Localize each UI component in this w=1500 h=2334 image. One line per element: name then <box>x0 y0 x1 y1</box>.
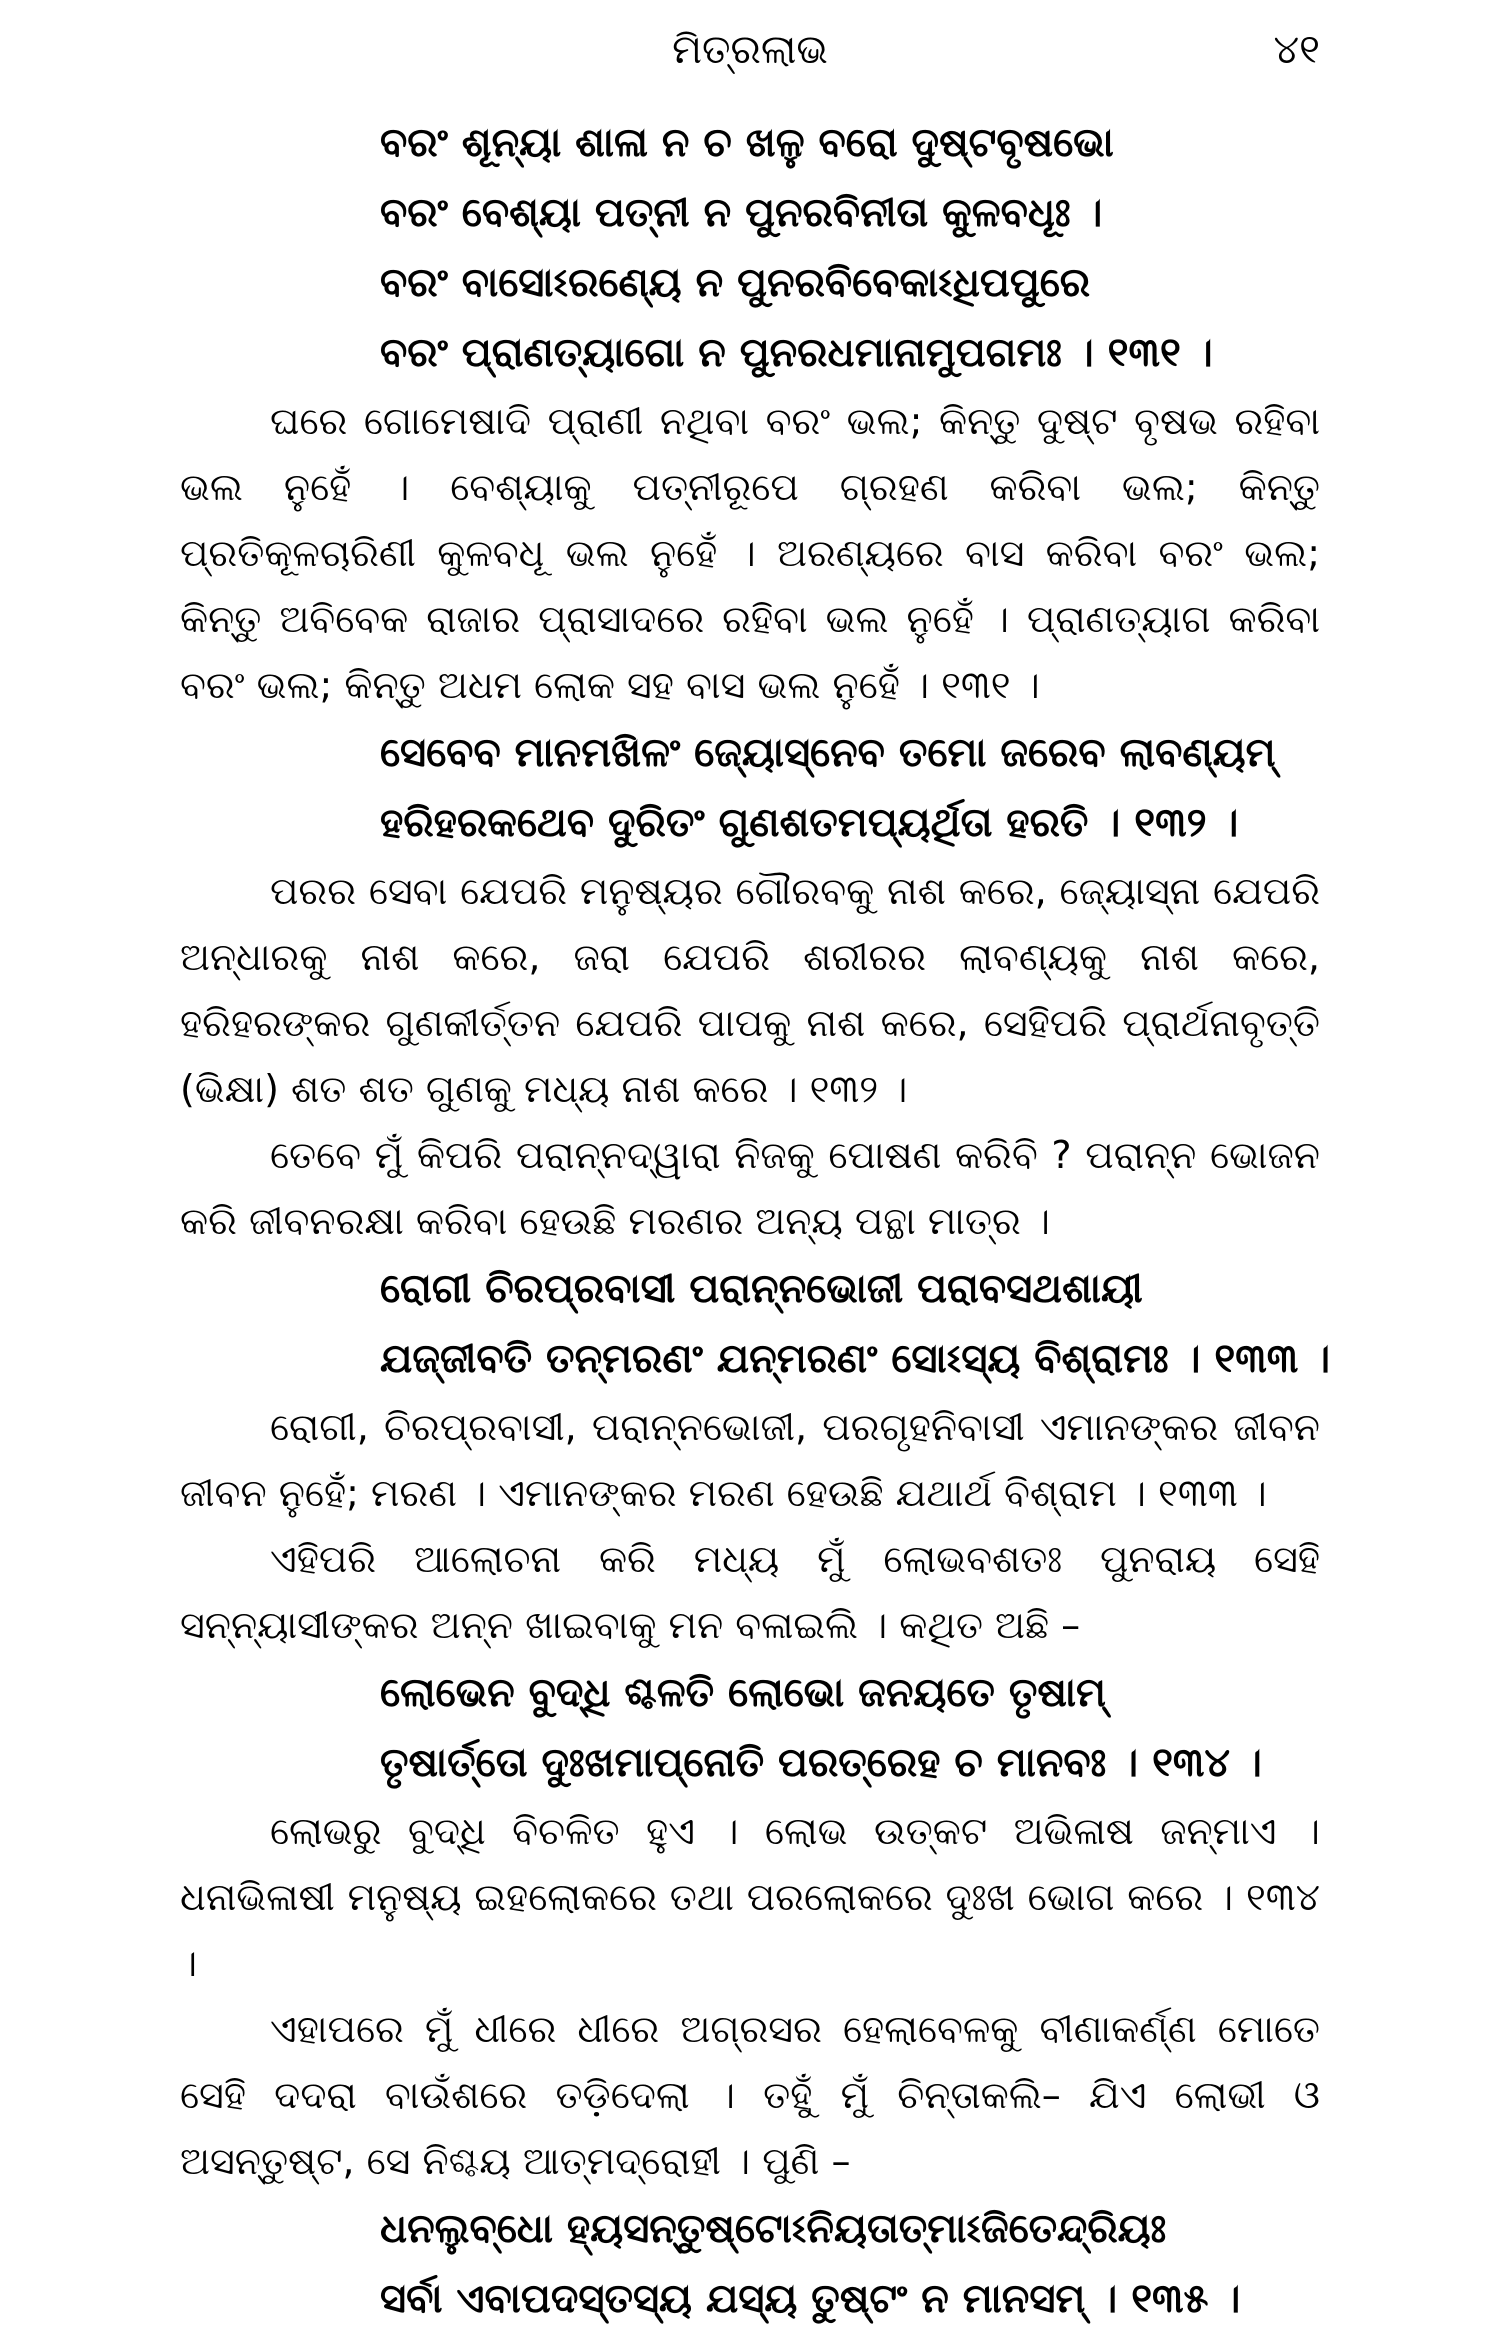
commentary-134: ଲୋଭରୁ ବୁଦ୍ଧି ବିଚଳିତ ହୁଏ । ଲୋଭ ଉତ୍କଟ ଅଭିଳାଷ ଜନ୍ମାଏ । ଧନାଭିଳାଷୀ ମନୁଷ୍ୟ ଇହଲୋକରେ ତଥା ପରଲୋକରେ ଦୁଃଖ ଭୋଗ କରେ । ୧୩୪ । <box>180 1809 1320 1985</box>
commentary-133: ରୋଗୀ, ଚିରପ୍ରବାସୀ, ପରାନ୍ନଭୋଜୀ, ପରଗୃହନିବାସୀ ଏମାନଙ୍କର ଜୀବନ ଜୀବନ ନୁହେଁ; ମରଣ । ଏମାନଙ୍କର ମରଣ ହେଉଛି ଯଥାର୍ଥ ବିଶ୍ରାମ । ୧୩୩ । <box>180 1405 1320 1515</box>
narrative-paragraph: ଏହାପରେ ମୁଁ ଧୀରେ ଧୀରେ ଅଗ୍ରସର ହେଲାବେଳକୁ ବୀଣାକର୍ଣ୍ଣ ମୋତେ ସେହି ଦଦରା ବାଉଁଶରେ ତଡ଼ିଦେଲା । ତହୁଁ ମୁଁ ଚିନ୍ତାକଲି– ଯିଏ ଲୋଭୀ ଓ ଅସନ୍ତୁଷ୍ଟ, ସେ ନିଶ୍ଚୟ ଆତ୍ମଦ୍ରୋହୀ । ପୁଣି – <box>180 2007 1320 2183</box>
commentary-132: ପରର ସେବା ଯେପରି ମନୁଷ୍ୟର ଗୌରବକୁ ନାଶ କରେ, ଜ୍ୟୋସ୍ନା ଯେପରି ଅନ୍ଧାରକୁ ନାଶ କରେ, ଜରା ଯେପରି ଶରୀରର ଲାବଣ୍ୟକୁ ନାଶ କରେ, ହରିହରଙ୍କର ଗୁଣକୀର୍ତ୍ତନ ଯେପରି ପାପକୁ ନାଶ କରେ, ସେହିପରି ପ୍ରାର୍ଥନାବୃତ୍ତି (ଭିକ୍ଷା) ଶତ ଶତ ଗୁଣକୁ ମଧ୍ୟ ନାଶ କରେ । ୧୩୨ । <box>180 869 1320 1111</box>
verse-134 <box>180 1658 1320 1798</box>
verse-line: ଯଜ୍ଜୀବତି ତନ୍ମରଣଂ ଯନ୍ମରଣଂ ସୋଽସ୍ୟ ବିଶ୍ରାମଃ । ୧୩୩ । <box>380 1336 1331 1382</box>
verse-132 <box>180 718 1320 858</box>
page-header <box>180 22 1320 82</box>
narrative-paragraph: ତେବେ ମୁଁ କିପରି ପରାନ୍ନଦ୍ୱାରା ନିଜକୁ ପୋଷଣ କରିବି ? ପରାନ୍ନ ଭୋଜନ କରି ଜୀବନରକ୍ଷା କରିବା ହେଉଛି ମରଣର ଅନ୍ୟ ପନ୍ଥା ମାତ୍ର । <box>180 1133 1320 1243</box>
running-title: ମିତ୍ରଲାଭ <box>672 27 828 73</box>
verse-line: ବରଂ ବେଶ୍ୟା ପତ୍ନୀ ନ ପୁନରବିନୀତା କୁଳବଧୂଃ । <box>380 190 1103 236</box>
verse-line: ତୃଷାର୍ତ୍ତୋ ଦୁଃଖମାପ୍ନୋତି ପରତ୍ରେହ ଚ ମାନବଃ । ୧୩୪ । <box>380 1740 1262 1786</box>
verse-line: ଲୋଭେନ ବୁଦ୍ଧି ଶ୍ଚଳତି ଲୋଭୋ ଜନୟତେ ତୃଷାମ୍ <box>380 1670 1106 1716</box>
verse-line: ବରଂ ଶୂନ୍ୟା ଶାଳା ନ ଚ ଖଳୁ ବରୋ ଦୁଷ୍ଟବୃଷଭୋ <box>380 120 1114 166</box>
verse-line: ସର୍ବା ଏବାପଦସ୍ତସ୍ୟ ଯସ୍ୟ ତୁଷ୍ଟଂ ନ ମାନସମ୍ । ୧୩୫ । <box>380 2276 1241 2322</box>
verse-135 <box>180 2194 1320 2334</box>
verse-line: ବରଂ ପ୍ରାଣତ୍ୟାଗୋ ନ ପୁନରଧମାନାମୁପଗମଃ । ୧୩୧ । <box>380 330 1213 376</box>
page-body <box>180 108 1331 2334</box>
verse-line: ବରଂ ବାସୋଽରଣ୍ୟେ ନ ପୁନରବିବେକାଽଧିପପୁରେ <box>380 260 1091 306</box>
verse-line: ହରିହରକଥେବ ଦୁରିତଂ ଗୁଣଶତମପ୍ୟର୍ଥିତା ହରତି । ୧୩୨ । <box>380 800 1239 846</box>
verse-line: ସେବେବ ମାନମଖିଳଂ ଜ୍ୟୋସ୍ନେବ ତମୋ ଜରେବ ଲାବଣ୍ୟମ୍ <box>380 730 1276 776</box>
commentary-131: ଘରେ ଗୋମେଷାଦି ପ୍ରାଣୀ ନଥିବା ବରଂ ଭଲ; କିନ୍ତୁ ଦୁଷ୍ଟ ବୃଷଭ ରହିବା ଭଲ ନୁହେଁ । ବେଶ୍ୟାକୁ ପତ୍ନୀରୂପେ ଗ୍ରହଣ କରିବା ଭଲ; କିନ୍ତୁ ପ୍ରତିକୂଳଚାରିଣୀ କୁଳବଧୂ ଭଲ ନୁହେଁ । ଅରଣ୍ୟରେ ବାସ କରିବା ବରଂ ଭଲ; କିନ୍ତୁ ଅବିବେକ ରାଜାର ପ୍ରାସାଦରେ ରହିବା ଭଲ ନୁହେଁ । ପ୍ରାଣତ୍ୟାଗ କରିବା ବରଂ ଭଲ; କିନ୍ତୁ ଅଧମ ଲୋକ ସହ ବାସ ଭଲ ନୁହେଁ । ୧୩୧ । <box>180 399 1320 707</box>
page-number: ୪୧ <box>1273 27 1320 73</box>
verse-131 <box>180 108 1320 388</box>
verse-line: ରୋଗୀ ଚିରପ୍ରବାସୀ ପରାନ୍ନଭୋଜୀ ପରାବସଥଶାୟୀ <box>380 1266 1143 1312</box>
narrative-paragraph: ଏହିପରି ଆଲୋଚନା କରି ମଧ୍ୟ ମୁଁ ଲୋଭବଶତଃ ପୁନରାୟ ସେହି ସନ୍ନ୍ୟାସୀଙ୍କର ଅନ୍ନ ଖାଇବାକୁ ମନ ବଳାଇଲି । କଥିତ ଅଛି – <box>180 1537 1320 1647</box>
verse-line: ଧନଲୁବ୍ଧୋ ହ୍ୟସନ୍ତୁଷ୍ଟୋଽନିୟତାତ୍ମାଽଜିତେନ୍ଦ୍ରିୟଃ <box>380 2206 1167 2252</box>
verse-133 <box>180 1254 1331 1394</box>
